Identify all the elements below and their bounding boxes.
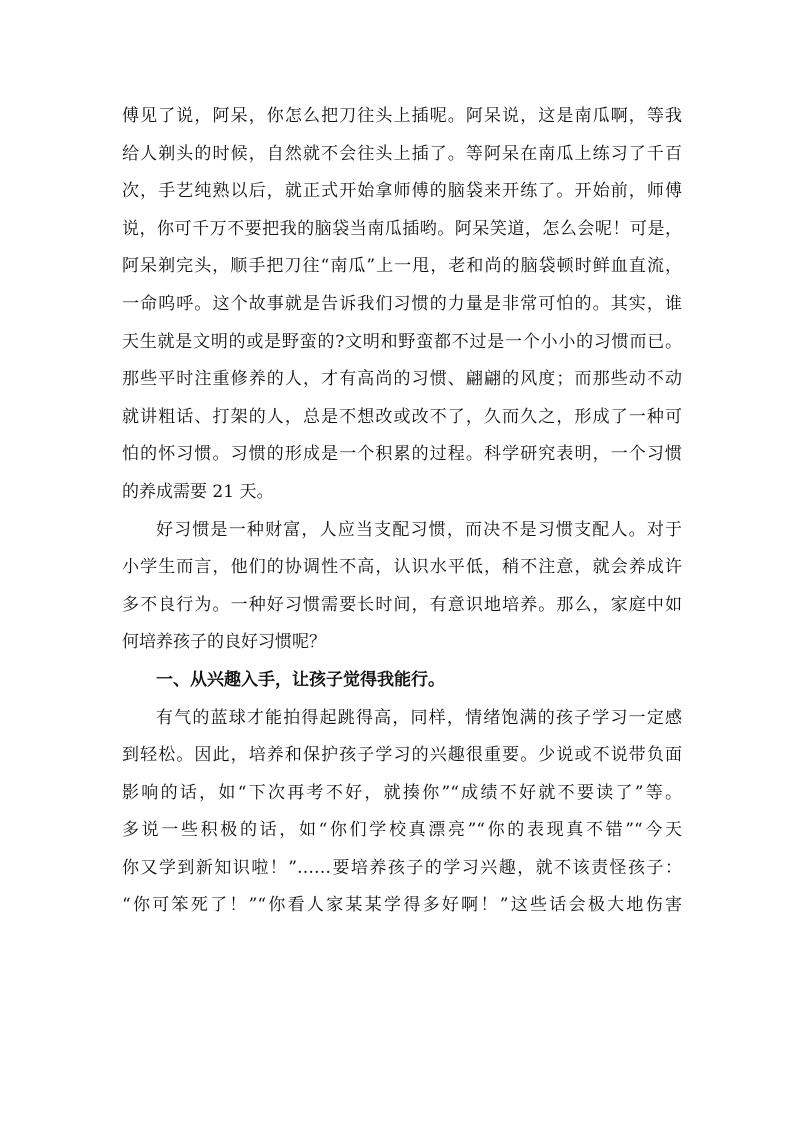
text-line: 到轻松。因此，培养和保护孩子学习的兴趣很重要。少说或不说带负面	[122, 745, 682, 766]
text-line: 就讲粗话、打架的人，总是不想改或改不了，久而久之，形成了一种可	[122, 406, 682, 427]
text-line: 多不良行为。一种好习惯需要长时间，有意识地培养。那么，家庭中如	[122, 594, 682, 615]
text-line: 影响的话，如“下次再考不好，就揍你”“成绩不好就不要读了”等。	[122, 782, 682, 803]
text-line: 怕的怀习惯。习惯的形成是一个积累的过程。科学研究表明，一个习惯	[122, 444, 682, 465]
section-heading: 一、从兴趣入手，让孩子觉得我能行。	[156, 669, 445, 690]
text-line: 有气的蓝球才能拍得起跳得高，同样，情绪饱满的孩子学习一定感	[156, 707, 682, 728]
text-line: 你又学到新知识啦！”……要培养孩子的学习兴趣，就不该责怪孩子：	[122, 857, 682, 878]
text-line: 次，手艺纯熟以后，就正式开始拿师傅的脑袋来开练了。开始前，师傅	[122, 181, 682, 202]
document-page	[122, 98, 682, 925]
paragraph	[122, 700, 682, 926]
paragraph	[122, 98, 682, 512]
text-line: 天生就是文明的或是野蛮的?文明和野蛮都不过是一个小小的习惯而已。	[122, 331, 682, 352]
text-line: 小学生而言，他们的协调性不高，认识水平低，稍不注意，就会养成许	[122, 557, 682, 578]
text-line: 那些平时注重修养的人，才有高尚的习惯、翩翩的风度；而那些动不动	[122, 369, 682, 390]
text-line: 何培养孩子的良好习惯呢？	[122, 632, 326, 653]
text-line: 说，你可千万不要把我的脑袋当南瓜插哟。阿呆笑道，怎么会呢！可是，	[122, 218, 682, 239]
text-line: “你可笨死了！”“你看人家某某学得多好啊！”这些话会极大地伤害	[122, 895, 682, 916]
text-line: 傅见了说，阿呆，你怎么把刀往头上插呢。阿呆说，这是南瓜啊，等我	[122, 106, 682, 126]
paragraph	[122, 512, 682, 662]
text-line: 的养成需要 21 天。	[122, 481, 274, 502]
text-line: 一命呜呼。这个故事就是告诉我们习惯的力量是非常可怕的。其实，谁	[122, 293, 682, 314]
text-line: 给人剃头的时候，自然就不会往头上插了。等阿呆在南瓜上练习了千百	[122, 143, 682, 164]
text-line: 多说一些积极的话，如“你们学校真漂亮”“你的表现真不错”“今天	[122, 820, 682, 841]
text-line: 好习惯是一种财富，人应当支配习惯，而决不是习惯支配人。对于	[156, 519, 682, 540]
text-line: 阿呆剃完头，顺手把刀往“南瓜”上一甩，老和尚的脑袋顿时鲜血直流，	[122, 256, 682, 277]
